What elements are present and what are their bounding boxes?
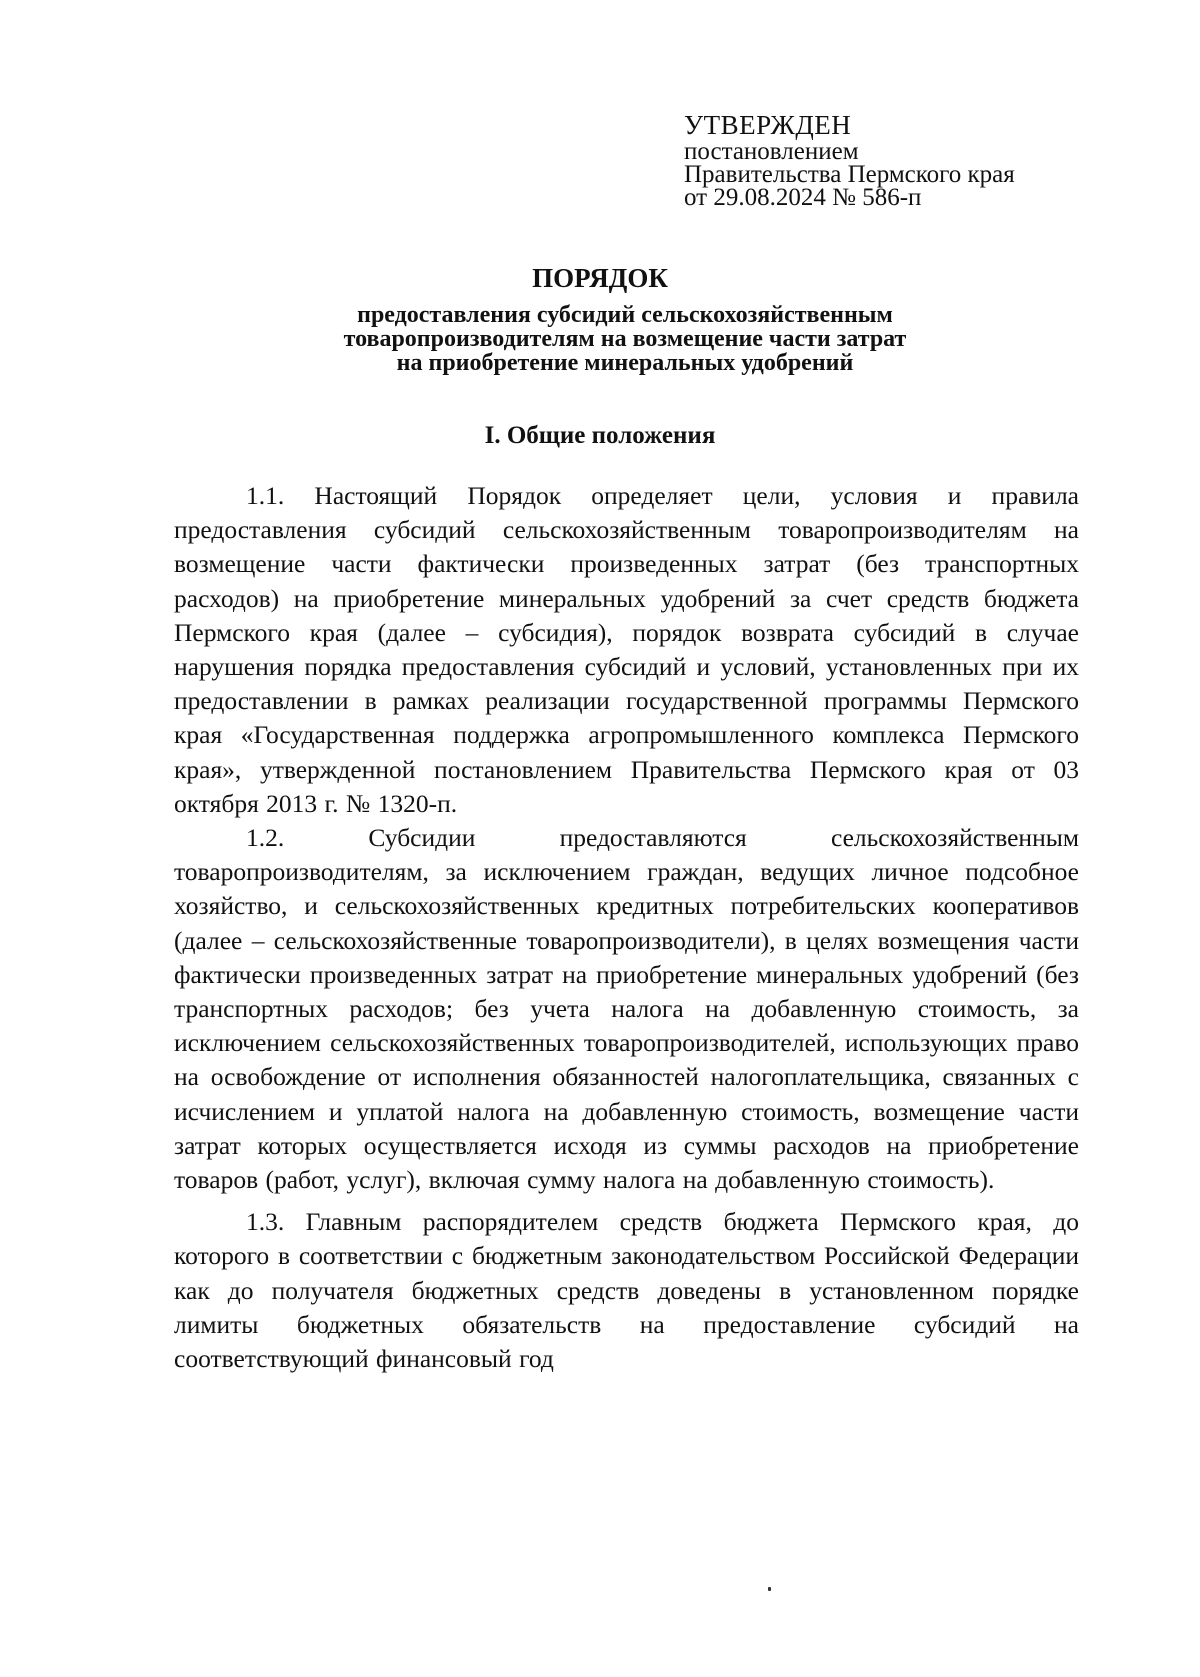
subtitle-line-3: на приобретение минеральных удобрений — [396, 350, 854, 376]
subtitle-line-1: предоставления субсидий сельскохозяйственным — [357, 302, 893, 328]
paragraph-1-1: 1.1. Настоящий Порядок определяет цели, условия и правила предоставления субсидий сельскохозяйственным товаропроизводителям на возмещение части фактически произведенных затрат (без транспортных расходов) на приобретение минеральных удобрений за счет средств бюджета Пермского края (далее – субсидия), порядок возврата субсидий в случае нарушения порядка предоставления субсидий и условий, установленных при их предоставлении в рамках реализации государственной программы Пермского края «Государственная поддержка агропромышленного комплекса Пермского края», утвержденной постановлением Правительства Пермского края от 03 октября 2013 г. № 1320-п. — [174, 481, 1079, 818]
approval-line-government: Правительства Пермского края — [684, 161, 1015, 188]
document-subtitle — [200, 303, 1050, 375]
paragraph-1-3: 1.3. Главным распорядителем средств бюджета Пермского края, до которого в соответствии с бюджетным законодательством Российской Федерации как до получателя бюджетных средств доведены в установленном порядке лимиты бюджетных обязательств на предоставление субсидий на соответствующий финансовый год — [174, 1207, 1079, 1374]
approval-line-date-number: от 29.08.2024 № 586-п — [684, 184, 922, 211]
approval-line-resolution: постановлением — [684, 138, 859, 165]
document-body — [174, 479, 1079, 1376]
section-heading: I. Общие положения — [484, 422, 716, 449]
subtitle-line-2: товаропроизводителям на возмещение части затрат — [343, 326, 907, 352]
paragraph-1-2: 1.2. Субсидии предоставляются сельскохозяйственным товаропроизводителям, за исключением граждан, ведущих личное подсобное хозяйство, и сельскохозяйственных кредитных потребительских кооперативов (далее – сельскохозяйственные товаропроизводители), в целях возмещения части фактически произведенных затрат на приобретение минеральных удобрений (без транспортных расходов; без учета налога на добавленную стоимость, за исключением сельскохозяйственных товаропроизводителей, использующих право на освобождение от исполнения обязанностей налогоплательщика, связанных с исчислением и уплатой налога на добавленную стоимость, возмещение части затрат которых осуществляется исходя из суммы расходов на приобретение товаров (работ, услуг), включая сумму налога на добавленную стоимость). — [174, 823, 1079, 1195]
scan-speck — [768, 1587, 771, 1591]
approval-stamp — [684, 110, 1104, 209]
approval-heading: УТВЕРЖДЕН — [684, 110, 852, 140]
document-title: ПОРЯДОК — [532, 263, 668, 293]
